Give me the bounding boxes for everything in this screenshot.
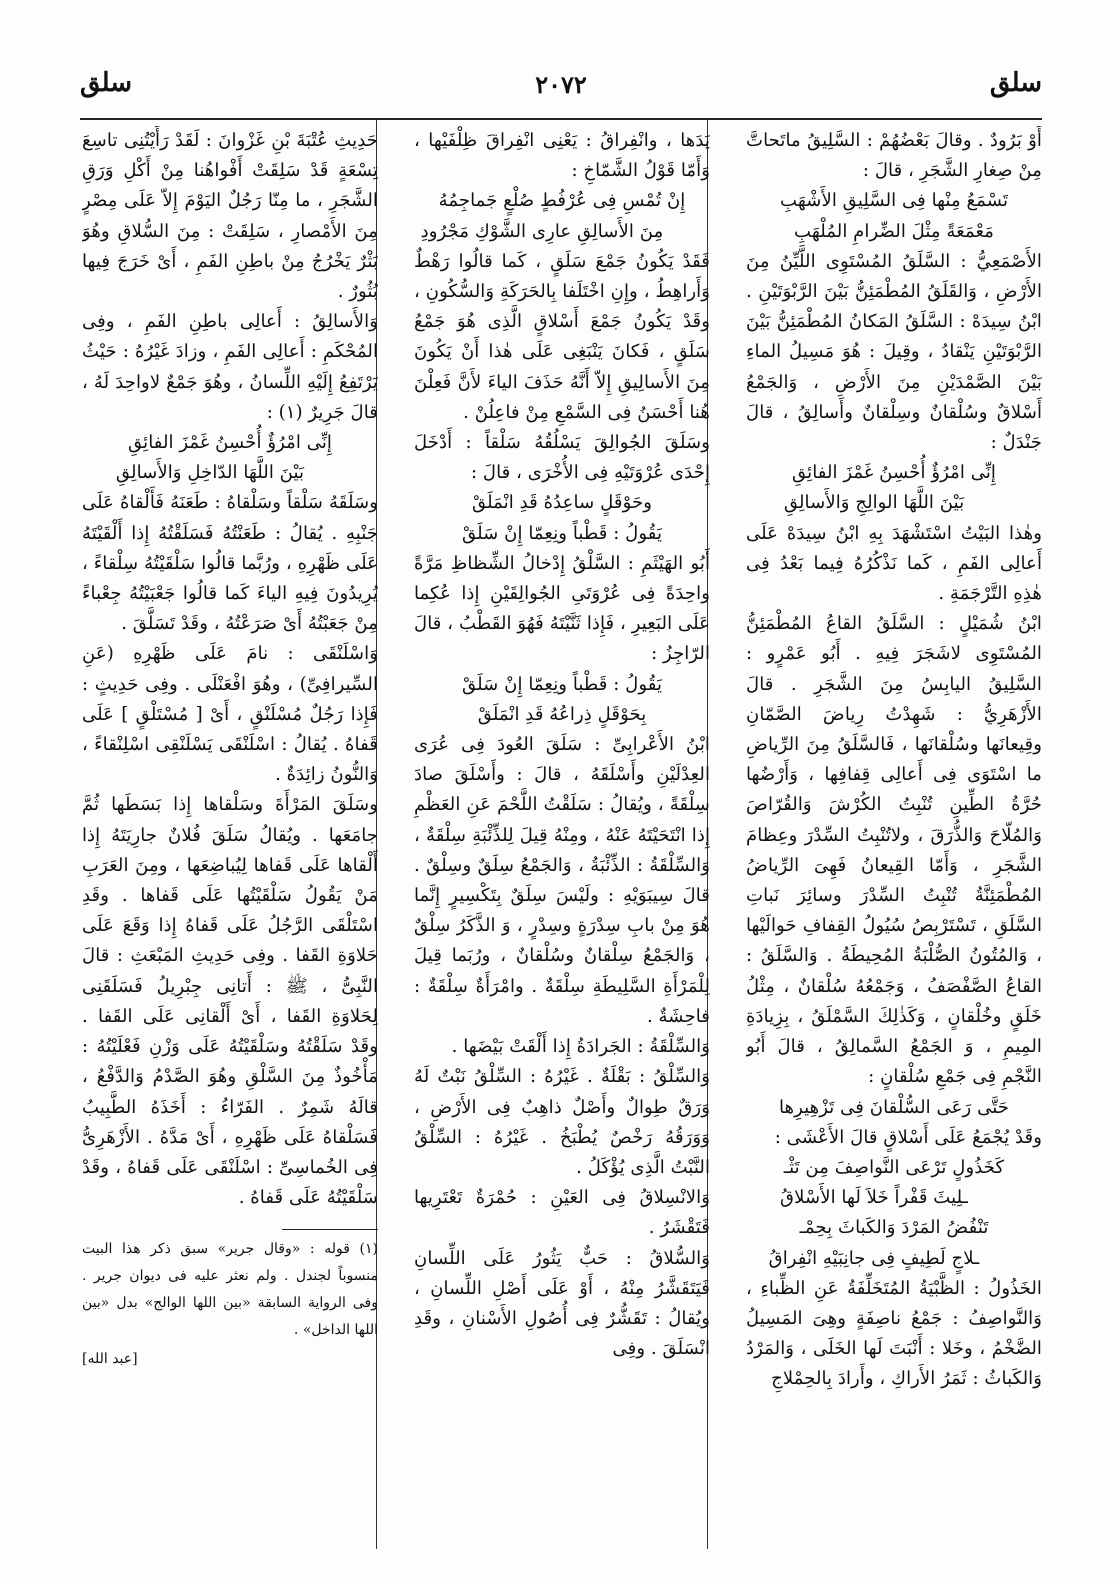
verse-line: مَعْمَعَةً مِثْلَ الضِّرامِ المُلْهَبِ — [794, 220, 994, 242]
editor-signature: [عبد الله] — [82, 1351, 138, 1368]
verse-line: بَيْنَ اللَّهَا الوالِجِ وَالأَسالِقِ — [783, 492, 965, 514]
paragraph: الأَصْمَعِيُّ : السَّلَقُ المُسْتَوِى اللَّيِّنُ مِنَ الأَرْضِ ، وَالقَلَقُ المُطْمَئِنُّ بَيْنَ الرَّبْوَتَيْنِ . ابْنُ سِيدَهْ : السَّلَقُ المَكانُ المُطْمَئِنُّ بَيْنَ الرَّبْوَتَيْنِ يَنْقادُ ، وقِيلَ : هُوَ مَسِيلُ الماءِ بَيْنَ الصَّمْدَيْنِ مِنَ الأَرْضِ ، وَالجَمْعُ أَسْلاقٌ وسُلْقانٌ وسِلْقانٌ وأَسالِقُ ، قالَ جَنْدَلٌ : — [746, 250, 1042, 454]
paragraph: وَاسْلَنْقَى : نامَ عَلَى ظَهْرِهِ (عَنِ السِّيرافِىِّ) ، وهُوَ افْعَنْلَى . وفِى حَدِيثٍ : فَإِذا رَجُلٌ مُسْلَنْقٍ ، أَىْ [ مُسْتَلْقٍ ] عَلَى قَفاهُ . يُقالُ : اسْلَنْقَى يَسْلَنْقِى اسْلِنْقاءً ، وَالنُّونُ زائِدَةٌ . — [82, 643, 378, 786]
paragraph: ابْنُ شُمَيْلٍ : السَّلَقُ القاعُ المُطْمَئِنُّ المُسْتَوِى لاشَجَرَ فِيهِ . أَبُو عَمْرٍو : السَّلِيقُ اليابِسُ مِنَ الشَّجَرِ . قالَ الأَزْهَرِيُّ : شَهِدْتُ رِياضَ الصَّمّانِ وقِيعانَها وسُلْقانَها ، فَالسَّلَقُ مِنَ الرِّياضِ ما اسْتَوَى فِى أَعالِى قِفافِها ، وَأَرْضُها حُرَّةُ الطِّينِ تُنْبِتُ الكُرْشَ وَالقُرّاصَ وَالمُلّاحَ وَالذُّرَقَ ، ولاتُنْبِتُ السِّدْرَ وعِظامَ الشَّجَرِ ، وَأَمّا القِيعانُ فَهِىَ الرِّياضُ المُطْمَئِنَّةُ تُنْبِتُ السِّدْرَ وسائِرَ نَباتِ السَّلَقِ ، تَسْتَرْبِصُ سُيُولُ القِفافِ حَوالَيْها ، وَالمُتُونُ الصُّلْبَةُ المُحِيطَةُ . وَالسَّلَقُ : القاعُ الصَّفْصَفُ ، وَجَمْعُهُ سُلْقانٌ ، مِثْلُ خَلَقٍ وخُلْقانٍ ، وَكَذٰلِكَ السَّمْلَقُ ، بِزِيادَةِ المِيمِ ، وَ الجَمْعُ السَّمالِقُ ، قالَ أَبُو النَّجْمِ فِى جَمْعِ سُلْقانٍ : — [746, 613, 1042, 1088]
header-entry-word-left: سلق — [80, 68, 133, 98]
paragraph: وَالسِّلْقَةُ : الجَرادَةُ إِذا أَلْقَتْ بَيْضَها . — [451, 1036, 710, 1058]
header-entry-word-right: سلق — [989, 68, 1042, 98]
verse-line: تَنْفُضُ المَرْدَ وَالكَباثَ بِحِمْـ — [799, 1217, 989, 1239]
verse-line: ـلِيثَ قَفْراً خَلاَ لَها الأَسْلاقُ — [780, 1187, 968, 1209]
paragraph: وَالسِّلْقُ : بَقْلَةٌ . غَيْرُهُ : السِّلْقُ نَبْتٌ لَهُ وَرَقٌ طِوالٌ وأَصْلٌ ذاهِبٌ فِى الأَرْضِ ، وَوَرَقُهُ رَخْصٌ يُطْبَخُ . غَيْرُهُ : السِّلْقُ النَّبْتُ الَّذِى يُؤْكَلُ . — [414, 1066, 710, 1178]
paragraph: وَالانْسِلاقُ فِى العَيْنِ : حُمْرَةٌ تَعْتَرِيها فَتَقْشَرُ . — [414, 1187, 710, 1239]
paragraph: وسَلَقَ الجُوالِقَ يَسْلُقُهُ سَلْقاً : أَدْخَلَ إِحْدَى عُرْوَتَيْهِ فِى الأُخْرَى ، قالَ : — [414, 432, 710, 484]
verse-line: ـلاجٍ لَطِيفٍ فِى جانِبَيْهِ انْفِراقُ — [768, 1247, 980, 1269]
verse-line: مِنَ الأَسالِقِ عارِى الشَّوْكِ مَجْرُودِ — [420, 220, 664, 242]
text-column-right — [746, 126, 1042, 1539]
verse-line: يَقُولُ : قَطْباً ونِعِمّا إِنْ سَلَقْ — [461, 673, 663, 695]
footnote-rule — [282, 1229, 378, 1230]
verse-line: وحَوْقَلٍ ساعِدُهُ قَدِ انْمَلَقْ — [471, 492, 652, 514]
verse-line: تَسْمَعُ مِنْها فِى السَّلِيقِ الأَشْهَبِ — [779, 190, 1009, 212]
paragraph: وسَلَقَهُ سَلْقاً وسَلْقاهُ : طَعَنَهُ فَأَلْقاهُ عَلَى جَنْبِهِ . يُقالُ : طَعَنْتُهُ فَسَلَقْتُهُ إِذا أَلْقَيْتَهُ عَلَى ظَهْرِهِ ، ورُبَّما قالُوا سَلْقَيْتُهُ سِلْقاءً ، يُرِيدُونَ فِيهِ الياءَ كَما قالُوا جَعْبَيْتُهُ جِعْباءً مِنْ جَعَبْتُهُ أَىْ صَرَعْتُهُ ، وقَدْ تَسَلَّقَ . — [82, 492, 378, 635]
verse-line: بَيْنَ اللَّهَا الدّاخِلِ وَالأَسالِقِ — [115, 462, 305, 484]
page-header — [80, 68, 1042, 112]
verse-line: إِنِّى امْرُؤٌ أُحْسِنُ غَمْزَ الفائِقِ — [791, 462, 996, 484]
footnote: (١) قوله : «وقال جرير» سبق ذكر هذا البيت منسوباً لجندل . ولم نعثر عليه فى ديوان جرير . وفى الرواية السابقة «بين اللها الوالج» بدل «بين اللها الداخل» . — [82, 1241, 378, 1339]
page-number: ٢٠٧٢ — [535, 70, 587, 99]
paragraph: ابْنُ الأَعْرابِىِّ : سَلَقَ العُودَ فِى عُرَى العِدْلَيْنِ وأَسْلَقَهُ ، قالَ : وأَسْلَقَ صادَ سِلْقَةً ، ويُقالُ : سَلَقْتُ اللَّحْمَ عَنِ العَظْمِ إِذا انْتَحَيْتَهُ عَنْهُ ، ومِنْهُ قِيلَ لِلذِّئْبَةِ سِلْقَةٌ ، وَالسِّلْقَةُ : الذِّئْبَةُ ، وَالجَمْعُ سِلَقٌ وسِلْقٌ . قالَ سِيبَوَيْهِ : ولَيْسَ سِلَقٌ بِتَكْسِيرٍ إِنَّما هُوَ مِنْ بابِ سِدْرَةٍ وسِدْرٍ ، وَ الذَّكَرُ سِلْقٌ ، وَالجَمْعُ سِلْقانٌ وسُلْقانٌ ، ورُبَما قِيلَ لِلْمَرْأَةِ السَّلِيطَةِ سِلْقَةٌ . وامْرَأَةٌ سِلْقَةٌ : فاحِشَةٌ . — [414, 734, 710, 1027]
verse-line: كَخَذُولٍ تَرْعَى النَّواصِفَ مِن تَثْـ — [783, 1156, 1005, 1178]
verse-line: إِنْ تُمْسِ فِى عُرْفُطٍ صُلْعٍ جَماجِمُهُ — [438, 190, 686, 212]
verse-line: حَتَّى رَعَى السُّلْقانَ فِى تَزْهِيرِها — [779, 1096, 1009, 1118]
text-column-left-body — [82, 126, 378, 1213]
paragraph: وقَدْ يُجْمَعُ عَلَى أَسْلاقٍ قالَ الأَعْشَى : — [774, 1126, 1042, 1148]
paragraph: أَبُو الهَيْثَمِ : السَّلْقُ إِدْخالُ الشِّظاظِ مَرَّةً واحِدَةً فِى عُرْوَتَىِ الجُوالِقَيْنِ إِذا عُكِما عَلَى البَعِيرِ ، فَإِذا ثَنَّيْتَهُ فَهُوَ القَطْبُ ، قالَ الرّاجِزُ : — [414, 552, 710, 665]
verse-line: إِنِّى امْرُؤٌ أُحْسِنُ غَمْزَ الفائِقِ — [127, 432, 332, 454]
text-column-middle — [414, 126, 710, 1539]
paragraph: فَقَدْ يَكُونُ جَمْعَ سَلَقٍ ، كَما قالُوا رَهْطٌ وَأَراهِطُ ، وإِنِ اخْتَلَفا بِالحَرَكَةِ وَالسُّكُونِ ، وقَدْ يَكُونُ جَمْعَ أَسْلاقٍ الَّذِى هُوَ جَمْعُ سَلَقٍ ، فَكانَ يَنْبَغِى عَلَى هٰذا أَنْ يَكُونَ مِنَ الأَسالِيقِ إِلاّ أَنَّهُ حَذَفَ الياءَ لأَنَّ فَعِلْنَ هُنا أَحْسَنُ فِى السَّمْعِ مِنْ فاعِلُنْ . — [414, 250, 710, 423]
verse-line: بِحَوْقَلٍ ذِراعُهُ قَدِ انْمَلَقْ — [477, 703, 647, 725]
paragraph: الخَذُولُ : الظَّبْيَةُ المُتَخَلِّفَةُ عَنِ الظِّباءِ ، وَالنَّواصِفُ : جَمْعُ ناصِفَةٍ وهِىَ المَسِيلُ الضَّخْمُ ، وخَلا : أَنْبَتَ لَها الخَلَى ، وَالمَرْدُ وَالكَباثُ : ثَمَرُ الأَراكِ ، وأَرادَ بِالحِمْلاجِ — [746, 1277, 1042, 1390]
paragraph: أَوْ بَرُودٌ . وقالَ بَعْضُهُمْ : السَّلِيقُ ماتَحاتَّ مِنْ صِغارِ الشَّجَرِ ، قالَ : — [746, 130, 1042, 182]
paragraph: يَدَها ، وانْفِراقُ : يَعْنِى انْفِراقَ ظِلْفَيْها ، وَأَمّا قَوْلُ الشَّمّاخِ : — [414, 130, 710, 182]
paragraph: حَدِيثِ عُتْبَةَ بْنِ غَزْوانَ : لَقَدْ رَأَيْتُنِى تاسِعَ تِسْعَةٍ قَدْ سَلِقَتْ أَفْواهُنا مِنْ أَكْلِ وَرَقِ الشَّجَرِ ، ما مِنّا رَجُلٌ اليَوْمَ إِلاّ عَلَى مِصْرٍ مِنَ الأَمْصارِ ، سَلِقَتْ : مِنَ السُّلاقِ وهُوَ بَثْرٌ يَخْرُجُ مِنْ باطِنِ الفَمِ ، أَىْ خَرَجَ فِيها بُثُورٌ . — [82, 130, 378, 303]
text-column-left — [82, 126, 378, 1539]
verse-line: يَقُولُ : قَطْباً ونِعِمّا إِنْ سَلَقْ — [461, 522, 663, 544]
paragraph: وسَلَقَ المَرْأَةَ وسَلْقاها إِذا بَسَطَها ثُمَّ جامَعَها . ويُقالُ سَلَقَ فُلانٌ جارِيَتَهُ إِذا أَلْقاها عَلَى قَفاها لِيُباضِعَها ، ومِنَ العَرَبِ مَنْ يَقُولُ سَلْقَيْتُها عَلَى قَفاها . وقَدِ اسْتَلْقَى الرَّجُلُ عَلَى قَفاهُ إِذا وَقَعَ عَلَى حَلاوَةِ القَفا . وفِى حَدِيثِ المَبْعَثِ : قالَ النَّبِىُّ ، ﷺ : أَتانِى جِبْرِيلُ فَسَلَقَنِى لِحَلاوَةِ القَفا ، أَىْ أَلْقانِى عَلَى القَفا . وقَدْ سَلَقْتُهُ وسَلْقَيْتُهُ عَلَى وَزْنِ فَعْلَيْتُهُ : مَأْخُوذٌ مِنَ السَّلْقِ وهُوَ الصَّدْمُ وَالدَّفْعُ ، قالَهُ شَمِرٌ . الفَرّاءُ : أَخَذَهُ الطَّبِيبُ فَسَلْقاهُ عَلَى ظَهْرِهِ ، أَىْ مَدَّهُ . الأَزْهَرِىُّ فِى الخُماسِىِّ : اسْلَنْقَى عَلَى قَفاهُ ، وقَدْ سَلْقَيْتُهُ عَلَى قَفاهُ . — [82, 794, 378, 1209]
header-rule — [80, 118, 1042, 120]
paragraph: وَالأَسالِقُ : أَعالِى باطِنِ الفَمِ ، وفِى المُحْكَمِ : أَعالِى الفَمِ ، وزادَ غَيْرُهُ : حَيْثُ يَرْتَفِعُ إِلَيْهِ اللِّسانُ ، وهُوَ جَمْعٌ لاواحِدَ لَهُ ، قالَ جَرِيرٌ (١) : — [82, 311, 378, 423]
paragraph: وَالسُّلاقُ : حَبٌّ يَثُورُ عَلَى اللِّسانِ فَيَتَقَشَّرُ مِنْهُ ، أَوْ عَلَى أَصْلِ اللِّسانِ ، ويُقالُ : تَقَشُّرٌ فِى أُصُولِ الأَسْنانِ ، وقَدِ انْسَلَقَ . وفِى — [414, 1247, 710, 1360]
paragraph: وهٰذا البَيْتُ اسْتَشْهَدَ بِهِ ابْنُ سِيدَهْ عَلَى أَعالِى الفَمِ ، كَما نَذْكُرُهُ فِيما بَعْدُ فِى هٰذِهِ التَّرْجَمَةِ . — [746, 522, 1042, 605]
